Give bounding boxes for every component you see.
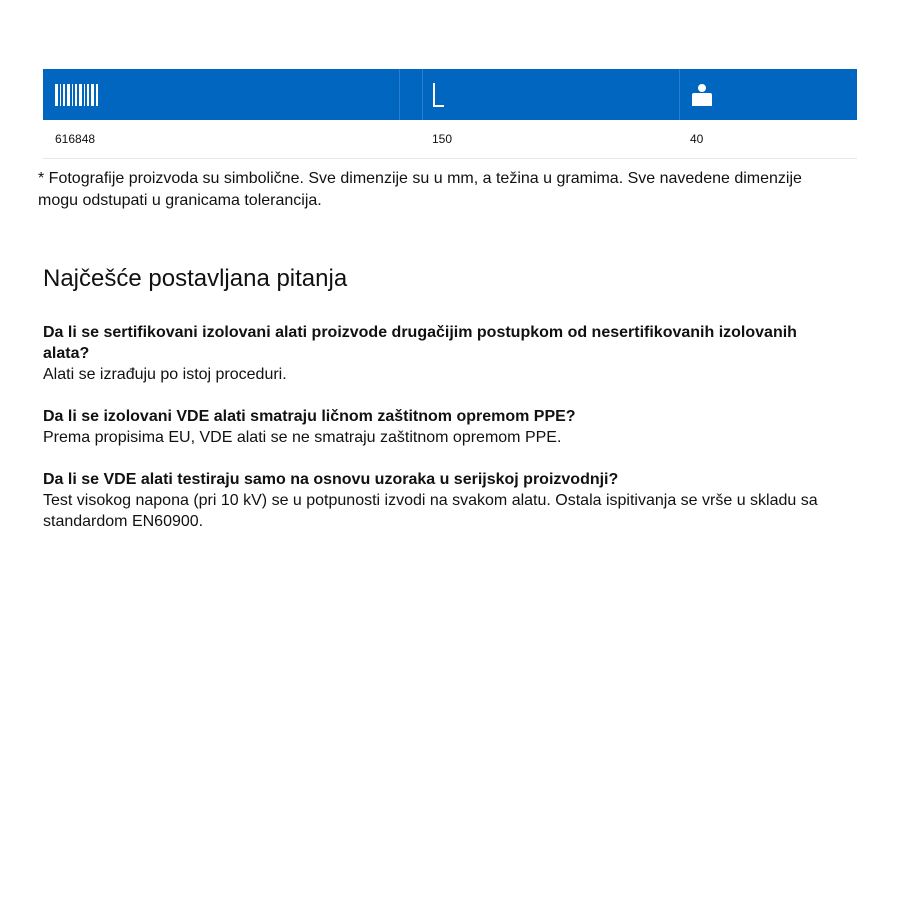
disclaimer-text: * Fotografije proizvoda su simbolične. Sve dimenzije su u mm, a težina u gramima. Sve navedene dimenzije mogu odstupati u granicama tolerancija. <box>38 170 802 209</box>
header-cell-weight <box>679 69 857 120</box>
faq-answer: Test visokog napona (pri 10 kV) se u potpunosti izvodi na svakom alatu. Ostala ispitivanja se vrše u skladu sa standardom EN60900. <box>43 492 818 530</box>
cell-weight: 40 <box>690 132 704 146</box>
faq-answer: Prema propisima EU, VDE alati se ne smatraju zaštitnom opremom PPE. <box>43 429 562 446</box>
faq-question: Da li se izolovani VDE alati smatraju ličnom zaštitnom opremom PPE? <box>43 408 576 425</box>
cell-length: 150 <box>432 132 453 146</box>
faq-answer: Alati se izrađuju po istoj proceduri. <box>43 366 287 383</box>
faq-question: Da li se sertifikovani izolovani alati proizvode drugačijim postupkom od nesertifikovanih izolovanih alata? <box>43 324 797 362</box>
spec-table-header <box>43 69 857 120</box>
faq-item <box>43 469 843 532</box>
spec-table <box>43 69 857 159</box>
faq-question: Da li se VDE alati testiraju samo na osnovu uzoraka u serijskoj proizvodnji? <box>43 471 619 488</box>
length-icon <box>433 83 444 107</box>
header-divider <box>399 69 422 120</box>
header-cell-code <box>43 69 399 120</box>
faq-list <box>43 322 843 553</box>
weight-icon <box>692 84 712 106</box>
faq-title: Najčešće postavljana pitanja <box>43 265 348 292</box>
faq-item <box>43 406 843 448</box>
barcode-icon <box>55 84 100 106</box>
cell-code: 616848 <box>55 132 96 146</box>
table-row <box>43 120 857 159</box>
header-cell-length <box>422 69 679 120</box>
faq-item <box>43 322 843 385</box>
